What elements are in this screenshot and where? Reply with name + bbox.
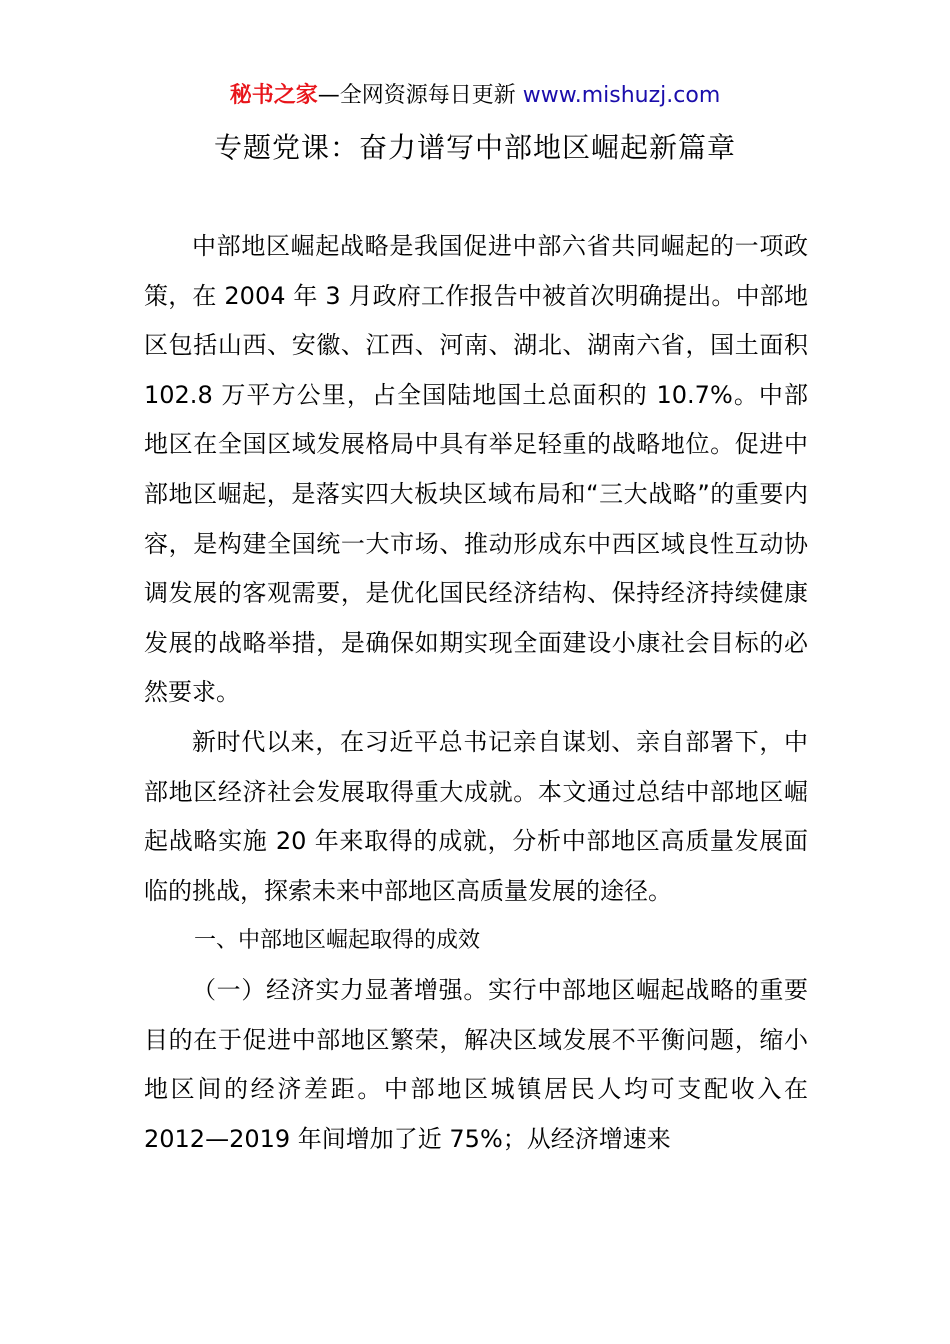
site-header <box>0 80 950 112</box>
body-paragraph-2: 新时代以来，在习近平总书记亲自谋划、亲自部署下，中部地区经济社会发展取得重大成就。本文通过总结中部地区崛起战略实施 20 年来取得的成就，分析中部地区高质量发展面临的挑战，探索未来中部地区高质量发展的途径。 <box>144 727 808 905</box>
document-body <box>144 222 808 1164</box>
body-paragraph-1: 中部地区崛起战略是我国促进中部六省共同崛起的一项政策，在 2004 年 3 月政府工作报告中被首次明确提出。中部地区包括山西、安徽、江西、河南、湖北、湖南六省，国土面积 102.8 万平方公里，占全国陆地国土总面积的 10.7%。中部地区在全国区域发展格局中具有举足轻重的战略地位。促进中部地区崛起，是落实四大板块区域布局和“三大战略”的重要内容，是构建全国统一大市场、推动形成东中西区域良性互动协调发展的客观需要，是优化国民经济结构、保持经济持续健康发展的战略举措，是确保如期实现全面建设小康社会目标的必然要求。 <box>144 232 808 707</box>
document-title: 专题党课：奋力谱写中部地区崛起新篇章 <box>213 131 736 164</box>
header-tagline: —全网资源每日更新 <box>317 83 523 108</box>
site-url-link[interactable]: www.mishuzj.com <box>522 83 721 108</box>
section-paragraph: （一）经济实力显著增强。实行中部地区崛起战略的重要目的在于促进中部地区繁荣，解决区域发展不平衡问题，缩小地区间的经济差距。中部地区城镇居民人均可支配收入在 2012—2019 年间增加了近 75%；从经济增速来 <box>144 975 808 1153</box>
brand-name: 秘书之家 <box>229 83 318 108</box>
section-heading: 一、中部地区崛起取得的成效 <box>194 928 481 954</box>
